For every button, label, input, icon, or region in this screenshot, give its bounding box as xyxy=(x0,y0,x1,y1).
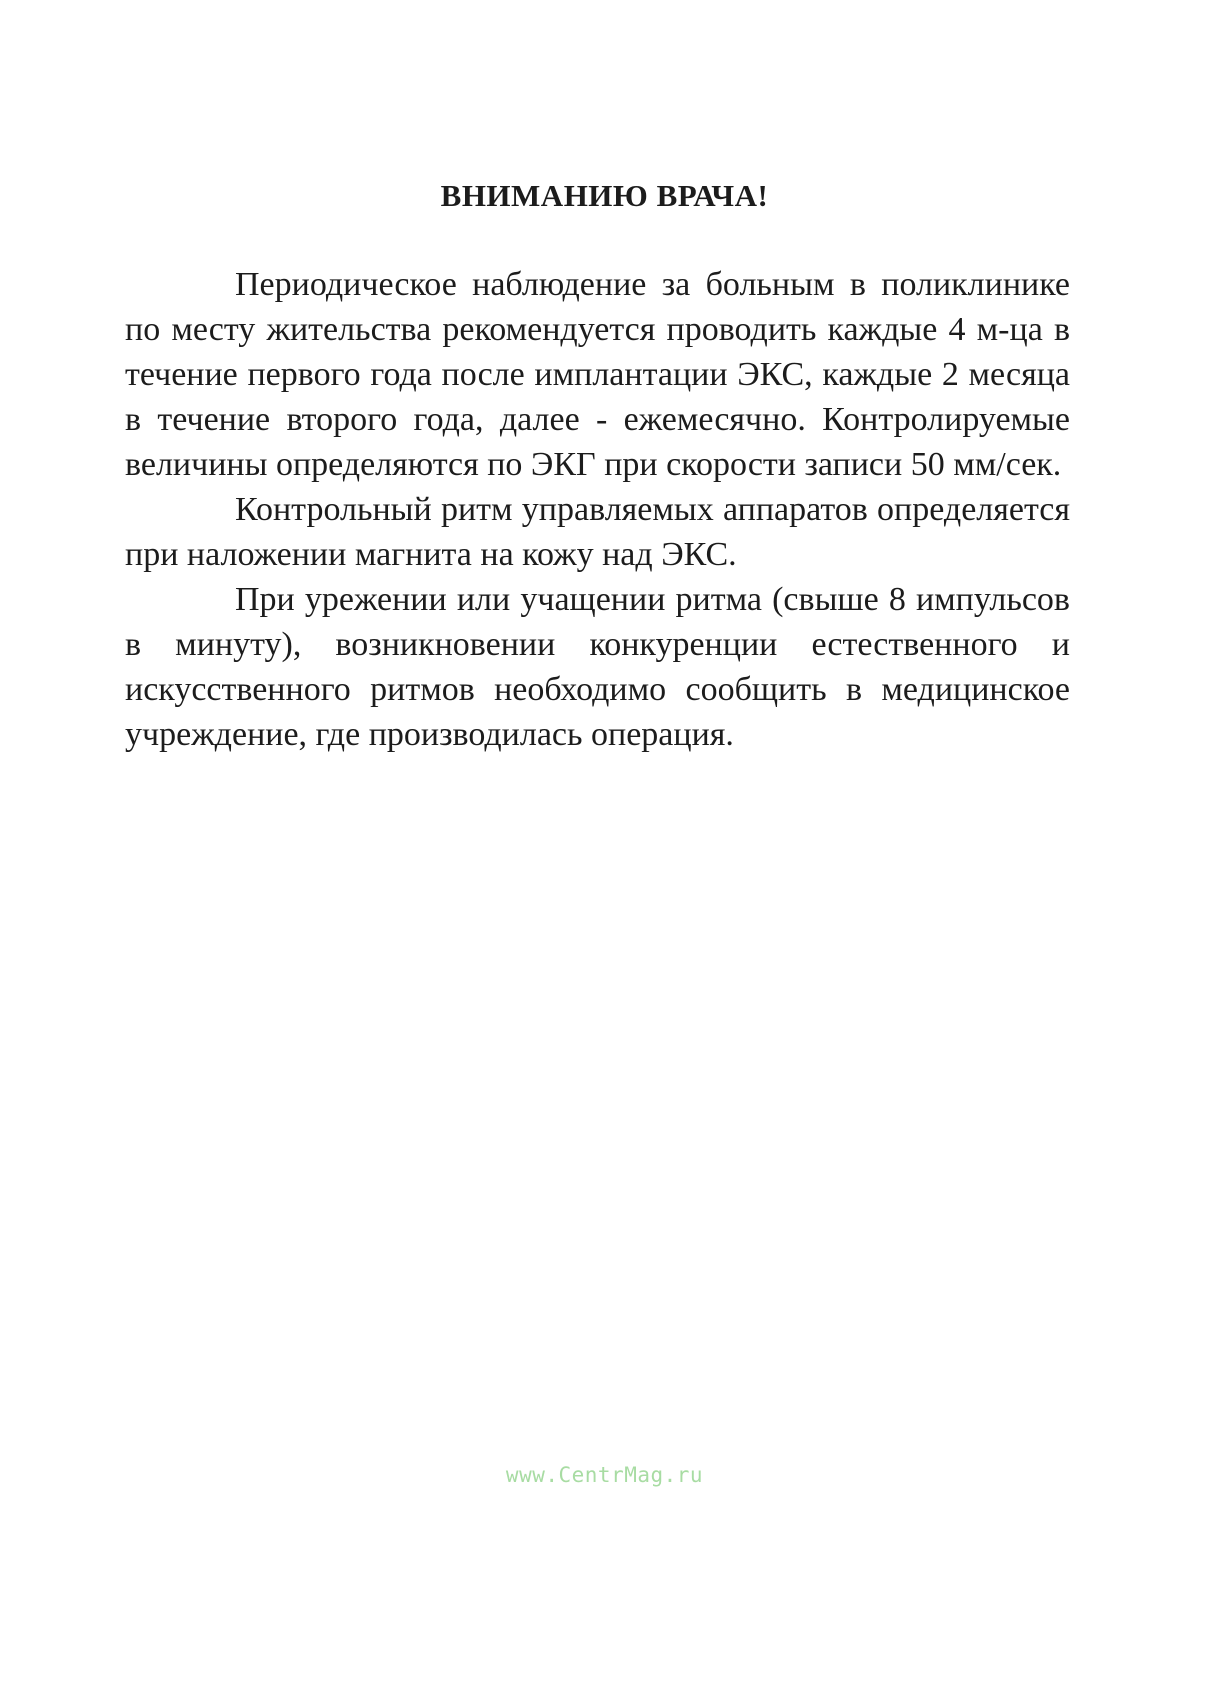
watermark-text: www.CentrMag.ru xyxy=(505,1463,704,1487)
document-body xyxy=(125,262,1070,757)
page-title: ВНИМАНИЮ ВРАЧА! xyxy=(440,178,769,213)
paragraph-control-rhythm: Контрольный ритм управляемых аппаратов определяется при наложении магнита на кожу над ЭКС. xyxy=(125,491,1070,573)
paragraph-observation: Периодическое наблюдение за больным в поликлинике по месту жительства рекомендуется проводить каждые 4 м-ца в течение первого года после имплантации ЭКС, каждые 2 месяца в течение второго года, далее - ежемесячно. Контролируемые величины определяются по ЭКГ при скорости записи 50 мм/сек. xyxy=(125,266,1070,483)
paragraph-rhythm-changes: При урежении или учащении ритма (свыше 8 импульсов в минуту), возникновении конкуренции естественного и искусственного ритмов необходимо сообщить в медицинское учреждение, где производилась операция. xyxy=(125,581,1070,753)
